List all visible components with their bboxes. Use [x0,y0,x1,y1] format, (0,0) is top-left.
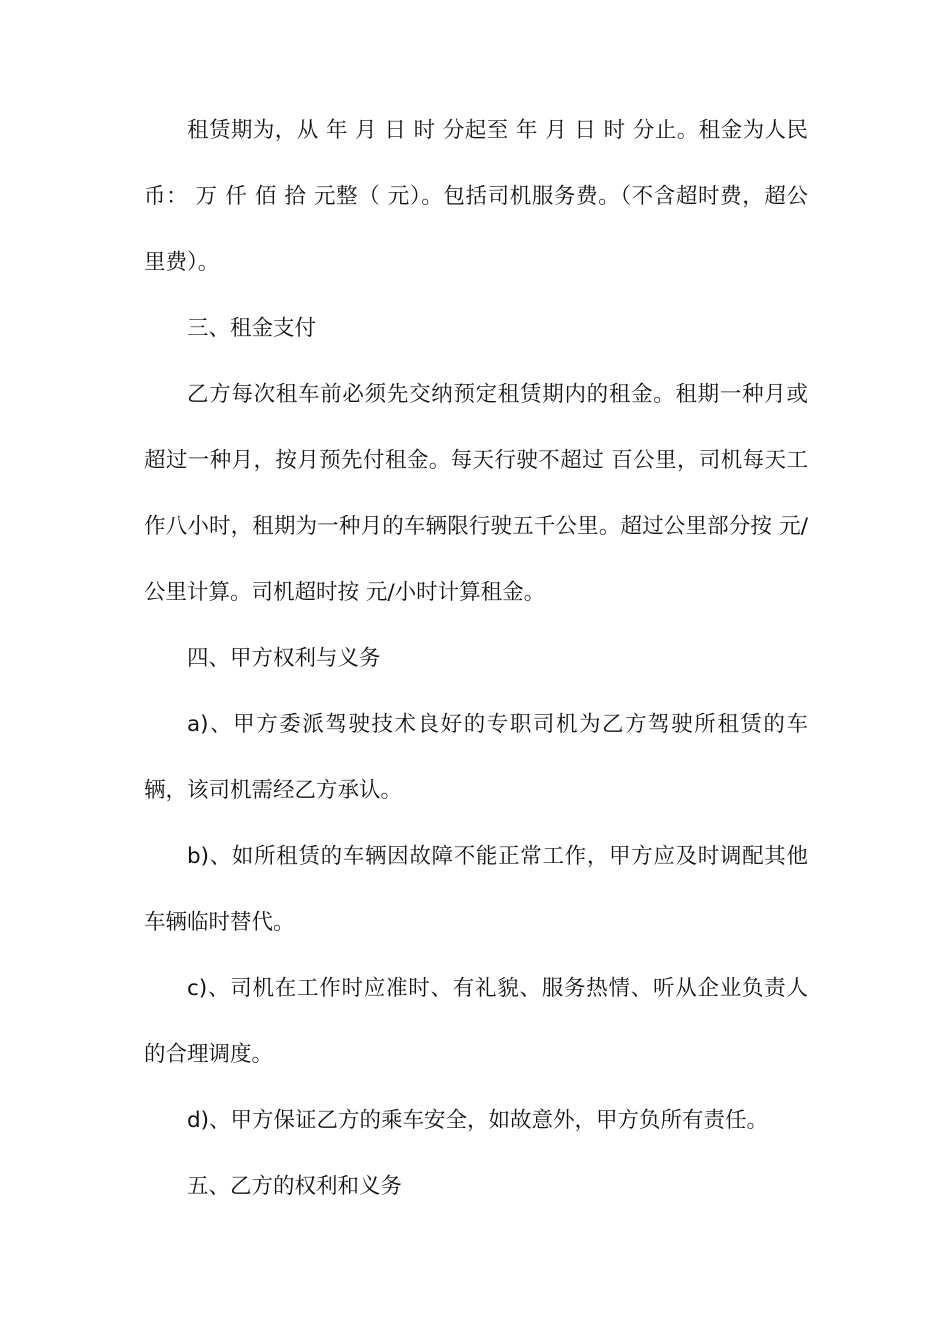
paragraph-rent-payment: 乙方每次租车前必须先交纳预定租赁期内的租金。租期一种月或超过一种月，按月预先付租金。每天行驶不超过 百公里，司机每天工作八小时，租期为一种月的车辆限行驶五千公里。超过公里部分按 元/公里计算。司机超时按 元/小时计算租金。 [144,382,808,605]
section-heading-party-a: 四、甲方权利与义务 [187,646,381,671]
paragraph-party-a-item-c: c)、司机在工作时应准时、有礼貌、服务热情、听从企业负责人的合理调度。 [144,976,808,1067]
section-heading-party-b: 五、乙方的权利和义务 [187,1174,403,1199]
paragraph-party-a-item-b: b)、如所租赁的车辆因故障不能正常工作，甲方应及时调配其他车辆临时替代。 [144,844,808,935]
paragraph-party-a-item-d: d)、甲方保证乙方的乘车安全，如故意外，甲方负所有责任。 [187,1108,769,1133]
section-heading-rent-payment: 三、租金支付 [187,316,317,341]
document-body [144,98,808,1220]
paragraph-party-a-item-a: a)、甲方委派驾驶技术良好的专职司机为乙方驾驶所租赁的车辆，该司机需经乙方承认。 [144,712,808,803]
paragraph-rental-period: 租赁期为，从 年 月 日 时 分起至 年 月 日 时 分止。租金为人民币： 万 仟 佰 拾 元整（ 元）。包括司机服务费。（不含超时费，超公里费）。 [144,118,808,275]
